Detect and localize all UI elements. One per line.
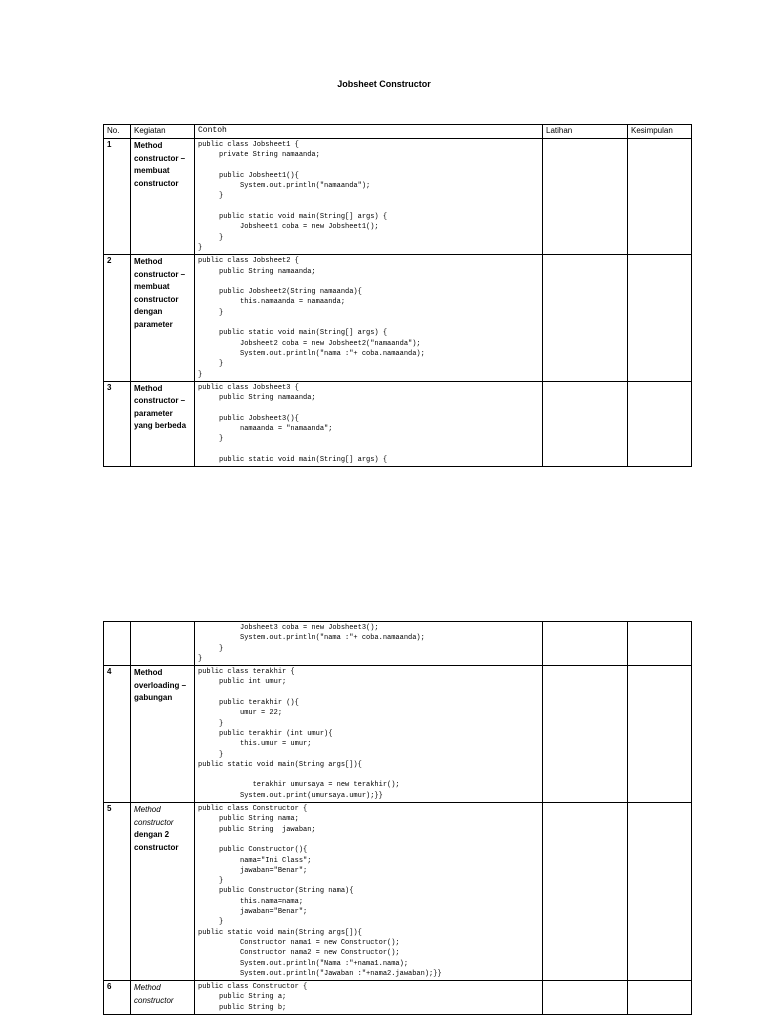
row-latihan (543, 666, 628, 803)
code-block: public class terakhir { public int umur; public terakhir (){ umur = 22; } public terakhir (int umur){ this.umur = umur; } public static void main(String args[]){ terakhir umursaya = new terakhir(); System.out.print(umursaya.umur);}} (198, 668, 400, 800)
header-latihan: Latihan (543, 125, 628, 139)
jobsheet-table-continued (103, 621, 692, 1015)
row-kesimpulan (628, 622, 692, 666)
row-kegiatan: Method constructor – parameter yang berbeda (131, 381, 195, 466)
table-header-row (104, 125, 692, 139)
code-block: public class Jobsheet3 { public String namaanda; public Jobsheet3(){ namaanda = "namaanda"; } public static void main(String[] args) { (198, 383, 388, 464)
jobsheet-table (103, 124, 692, 467)
row-kegiatan: Method overloading – gabungan (131, 666, 195, 803)
row-number: 6 (104, 981, 131, 1015)
row-number: 2 (104, 255, 131, 382)
kegiatan-italic: Method constructor (134, 805, 174, 827)
row-kesimpulan (628, 803, 692, 981)
table-row (104, 139, 692, 255)
table-row (104, 622, 692, 666)
code-block: public class Jobsheet2 { public String namaanda; public Jobsheet2(String namaanda){ this.namaanda = namaanda; } public static void main(String[] args) { Jobsheet2 coba = new Jobsheet2("namaanda"); System.out.println("nama :"+ coba.namaanda); } } (198, 257, 425, 379)
header-kegiatan: Kegiatan (131, 125, 195, 139)
code-block: public class Jobsheet1 { private String namaanda; public Jobsheet1(){ System.out.println("namaanda"); } public static void main(String[] args) { Jobsheet1 coba = new Jobsheet1(); } } (198, 141, 388, 252)
row-contoh (195, 255, 543, 382)
row-contoh (195, 981, 543, 1015)
header-no: No. (104, 125, 131, 139)
row-contoh (195, 139, 543, 255)
header-contoh: Contoh (195, 125, 543, 139)
row-latihan (543, 139, 628, 255)
row-kesimpulan (628, 666, 692, 803)
row-contoh (195, 803, 543, 981)
row-kegiatan (131, 981, 195, 1015)
row-latihan (543, 255, 628, 382)
row-kesimpulan (628, 381, 692, 466)
row-number: 4 (104, 666, 131, 803)
row-number (104, 622, 131, 666)
row-kesimpulan (628, 255, 692, 382)
row-latihan (543, 381, 628, 466)
table-row (104, 981, 692, 1015)
row-number: 5 (104, 803, 131, 981)
row-kegiatan (131, 803, 195, 981)
row-kegiatan (131, 622, 195, 666)
row-contoh (195, 666, 543, 803)
row-kesimpulan (628, 981, 692, 1015)
row-kegiatan: Method constructor – membuat constructor (131, 139, 195, 255)
table-row (104, 255, 692, 382)
code-block: public class Constructor { public String a; public String b; (198, 983, 308, 1012)
row-kesimpulan (628, 139, 692, 255)
row-latihan (543, 622, 628, 666)
table-row (104, 666, 692, 803)
row-number: 1 (104, 139, 131, 255)
header-kesimpulan: Kesimpulan (628, 125, 692, 139)
code-block: Jobsheet3 coba = new Jobsheet3(); System.out.println("nama :"+ coba.namaanda); } } (198, 624, 425, 663)
row-contoh (195, 381, 543, 466)
row-kegiatan: Method constructor – membuat constructor dengan parameter (131, 255, 195, 382)
page-title: Jobsheet Constructor (337, 79, 431, 89)
row-contoh (195, 622, 543, 666)
row-latihan (543, 981, 628, 1015)
table-row (104, 381, 692, 466)
kegiatan-italic: Method constructor (134, 983, 174, 1005)
code-block: public class Constructor { public String nama; public String jawaban; public Constructor(){ nama="Ini Class"; jawaban="Benar"; } public Constructor(String nama){ this.nama=nama; jawaban="Benar"; } public static void main(String args[]){ Constructor nama1 = new Constructor(); Constructor nama2 = new Constructor(); System.out.println("Nama :"+nama1.nama); System.out.println("Jawaban :"+nama2.jawaban);}} (198, 805, 442, 978)
kegiatan-rest: dengan 2 constructor (134, 830, 179, 852)
row-latihan (543, 803, 628, 981)
row-number: 3 (104, 381, 131, 466)
table-row (104, 803, 692, 981)
